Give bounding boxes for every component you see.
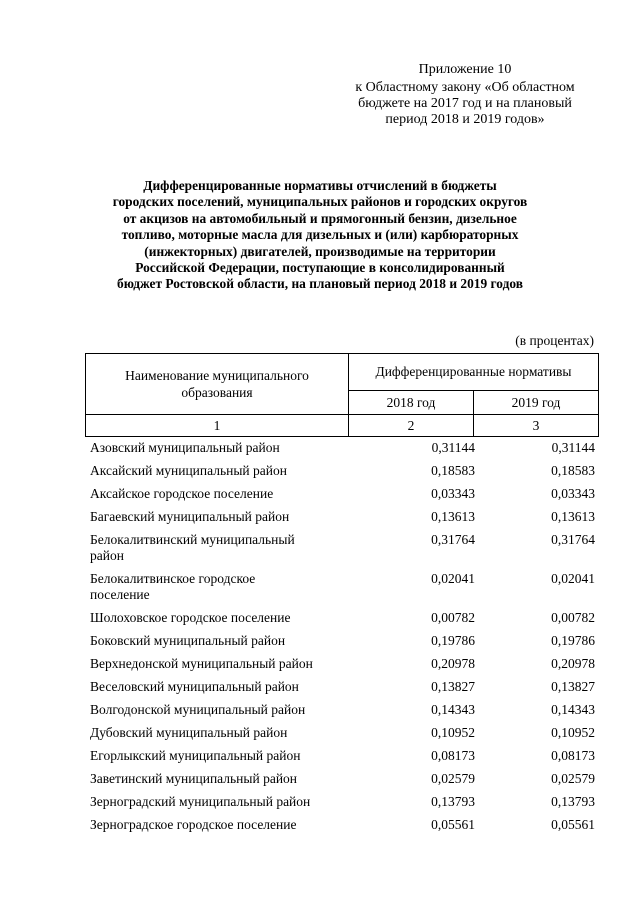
row-value-2018: 0,10952 (431, 725, 475, 740)
row-name-line: Егорлыкский муниципальный район (90, 748, 301, 763)
row-value-2019: 0,03343 (551, 486, 595, 501)
row-name (85, 610, 348, 633)
row-value-2019: 0,02041 (551, 571, 595, 586)
row-value-2019: 0,13793 (551, 794, 595, 809)
row-value-2018: 0,18583 (431, 463, 475, 478)
row-value-2018: 0,13793 (431, 794, 475, 809)
row-value-2019: 0,02579 (551, 771, 595, 786)
row-value-2018: 0,13613 (431, 509, 475, 524)
table-row (85, 486, 599, 509)
row-value-2019: 0,13827 (551, 679, 595, 694)
row-name (85, 463, 348, 486)
row-name-line: Зерноградское городское поселение (90, 817, 297, 832)
row-name (85, 702, 348, 725)
table-row (85, 532, 599, 571)
row-name (85, 656, 348, 679)
table-row (85, 817, 599, 840)
title-line: городских поселений, муниципальных районов и городских округов (112, 194, 528, 210)
col-header-2019: 2019 год (473, 391, 598, 415)
row-name (85, 633, 348, 656)
row-value-2018: 0,31764 (431, 532, 475, 547)
row-value-2019: 0,08173 (551, 748, 595, 763)
table-row (85, 679, 599, 702)
title-line: бюджет Ростовской области, на плановый период 2018 и 2019 годов (117, 276, 523, 292)
row-name (85, 532, 348, 571)
table-row (85, 771, 599, 794)
table-row (85, 571, 599, 610)
row-value-2019: 0,00782 (551, 610, 595, 625)
row-value-2018: 0,00782 (431, 610, 475, 625)
row-value-2018: 0,14343 (431, 702, 475, 717)
row-name-line: поселение (90, 587, 150, 602)
row-name (85, 771, 348, 794)
title-line: Дифференцированные нормативы отчислений в бюджеты (143, 178, 497, 193)
row-name-line: Зерноградский муниципальный район (90, 794, 311, 809)
col-header-name (86, 354, 349, 415)
col-header-2018: 2018 год (349, 391, 474, 415)
row-value-2019: 0,31144 (551, 440, 595, 455)
row-value-2018: 0,05561 (431, 817, 475, 832)
row-value-2018: 0,20978 (431, 656, 475, 671)
row-name (85, 748, 348, 771)
row-value-2019: 0,19786 (551, 633, 595, 648)
document-title (95, 178, 545, 293)
row-name-line: Веселовский муниципальный район (90, 679, 299, 694)
table-row (85, 725, 599, 748)
row-value-2018: 0,31144 (431, 440, 475, 455)
table-row (85, 509, 599, 532)
row-name-line: Аксайское городское поселение (90, 486, 274, 501)
col-number-2: 2 (349, 415, 474, 437)
row-value-2018: 0,13827 (431, 679, 475, 694)
table-row (85, 748, 599, 771)
table-row (85, 702, 599, 725)
col-header-name-line: образования (181, 385, 253, 400)
row-name (85, 571, 348, 610)
row-name-line: Шолоховское городское поселение (90, 610, 291, 625)
row-value-2019: 0,10952 (551, 725, 595, 740)
row-name-line: Верхнедонской муниципальный район (90, 656, 313, 671)
row-value-2018: 0,08173 (431, 748, 475, 763)
row-name-line: район (90, 548, 124, 563)
table-header (85, 353, 599, 437)
data-table (85, 440, 599, 840)
table-row (85, 794, 599, 817)
title-line: топливо, моторные масла для дизельных и (или) карбюраторных (121, 227, 519, 243)
row-name (85, 440, 348, 463)
row-value-2019: 0,20978 (551, 656, 595, 671)
col-header-group: Дифференцированные нормативы (349, 354, 599, 391)
row-value-2018: 0,03343 (431, 486, 475, 501)
units-note: (в процентах) (515, 333, 594, 348)
row-value-2018: 0,02579 (431, 771, 475, 786)
row-value-2019: 0,31764 (551, 532, 595, 547)
row-name-line: Белокалитвинский муниципальный (90, 532, 295, 547)
table-row (85, 440, 599, 463)
appendix-subtitle-line: к Областному закону «Об областном (355, 80, 575, 95)
row-name-line: Заветинский муниципальный район (90, 771, 298, 786)
title-line: (инжекторных) двигателей, производимые на территории (144, 243, 496, 259)
row-name-line: Боковский муниципальный район (90, 633, 286, 648)
row-value-2019: 0,13613 (551, 509, 595, 524)
row-name (85, 509, 348, 532)
row-value-2018: 0,19786 (431, 633, 475, 648)
row-name-line: Дубовский муниципальный район (90, 725, 288, 740)
title-line: от акцизов на автомобильный и прямогонный бензин, дизельное (123, 210, 517, 226)
row-name (85, 679, 348, 702)
title-line: Российской Федерации, поступающие в консолидированный (135, 260, 505, 276)
table-row (85, 633, 599, 656)
table-row (85, 610, 599, 633)
row-name-line: Багаевский муниципальный район (90, 509, 290, 524)
row-name (85, 817, 348, 840)
row-value-2019: 0,14343 (551, 702, 595, 717)
row-value-2019: 0,05561 (551, 817, 595, 832)
table-row (85, 656, 599, 679)
appendix-subtitle-line: период 2018 и 2019 годов» (385, 112, 545, 127)
row-value-2019: 0,18583 (551, 463, 595, 478)
row-name-line: Аксайский муниципальный район (90, 463, 287, 478)
appendix-title: Приложение 10 (418, 62, 512, 77)
table-row (85, 463, 599, 486)
row-value-2018: 0,02041 (431, 571, 475, 586)
row-name-line: Волгодонской муниципальный район (90, 702, 306, 717)
row-name (85, 486, 348, 509)
appendix-subtitle-line: бюджете на 2017 год и на плановый (358, 96, 572, 111)
col-header-name-line: Наименование муниципального (125, 368, 309, 383)
row-name (85, 794, 348, 817)
appendix-subtitle (330, 80, 600, 128)
row-name-line: Азовский муниципальный район (90, 440, 280, 455)
col-number-1: 1 (86, 415, 349, 437)
col-number-3: 3 (473, 415, 598, 437)
data-table-body (85, 440, 599, 840)
row-name-line: Белокалитвинское городское (90, 571, 256, 586)
row-name (85, 725, 348, 748)
